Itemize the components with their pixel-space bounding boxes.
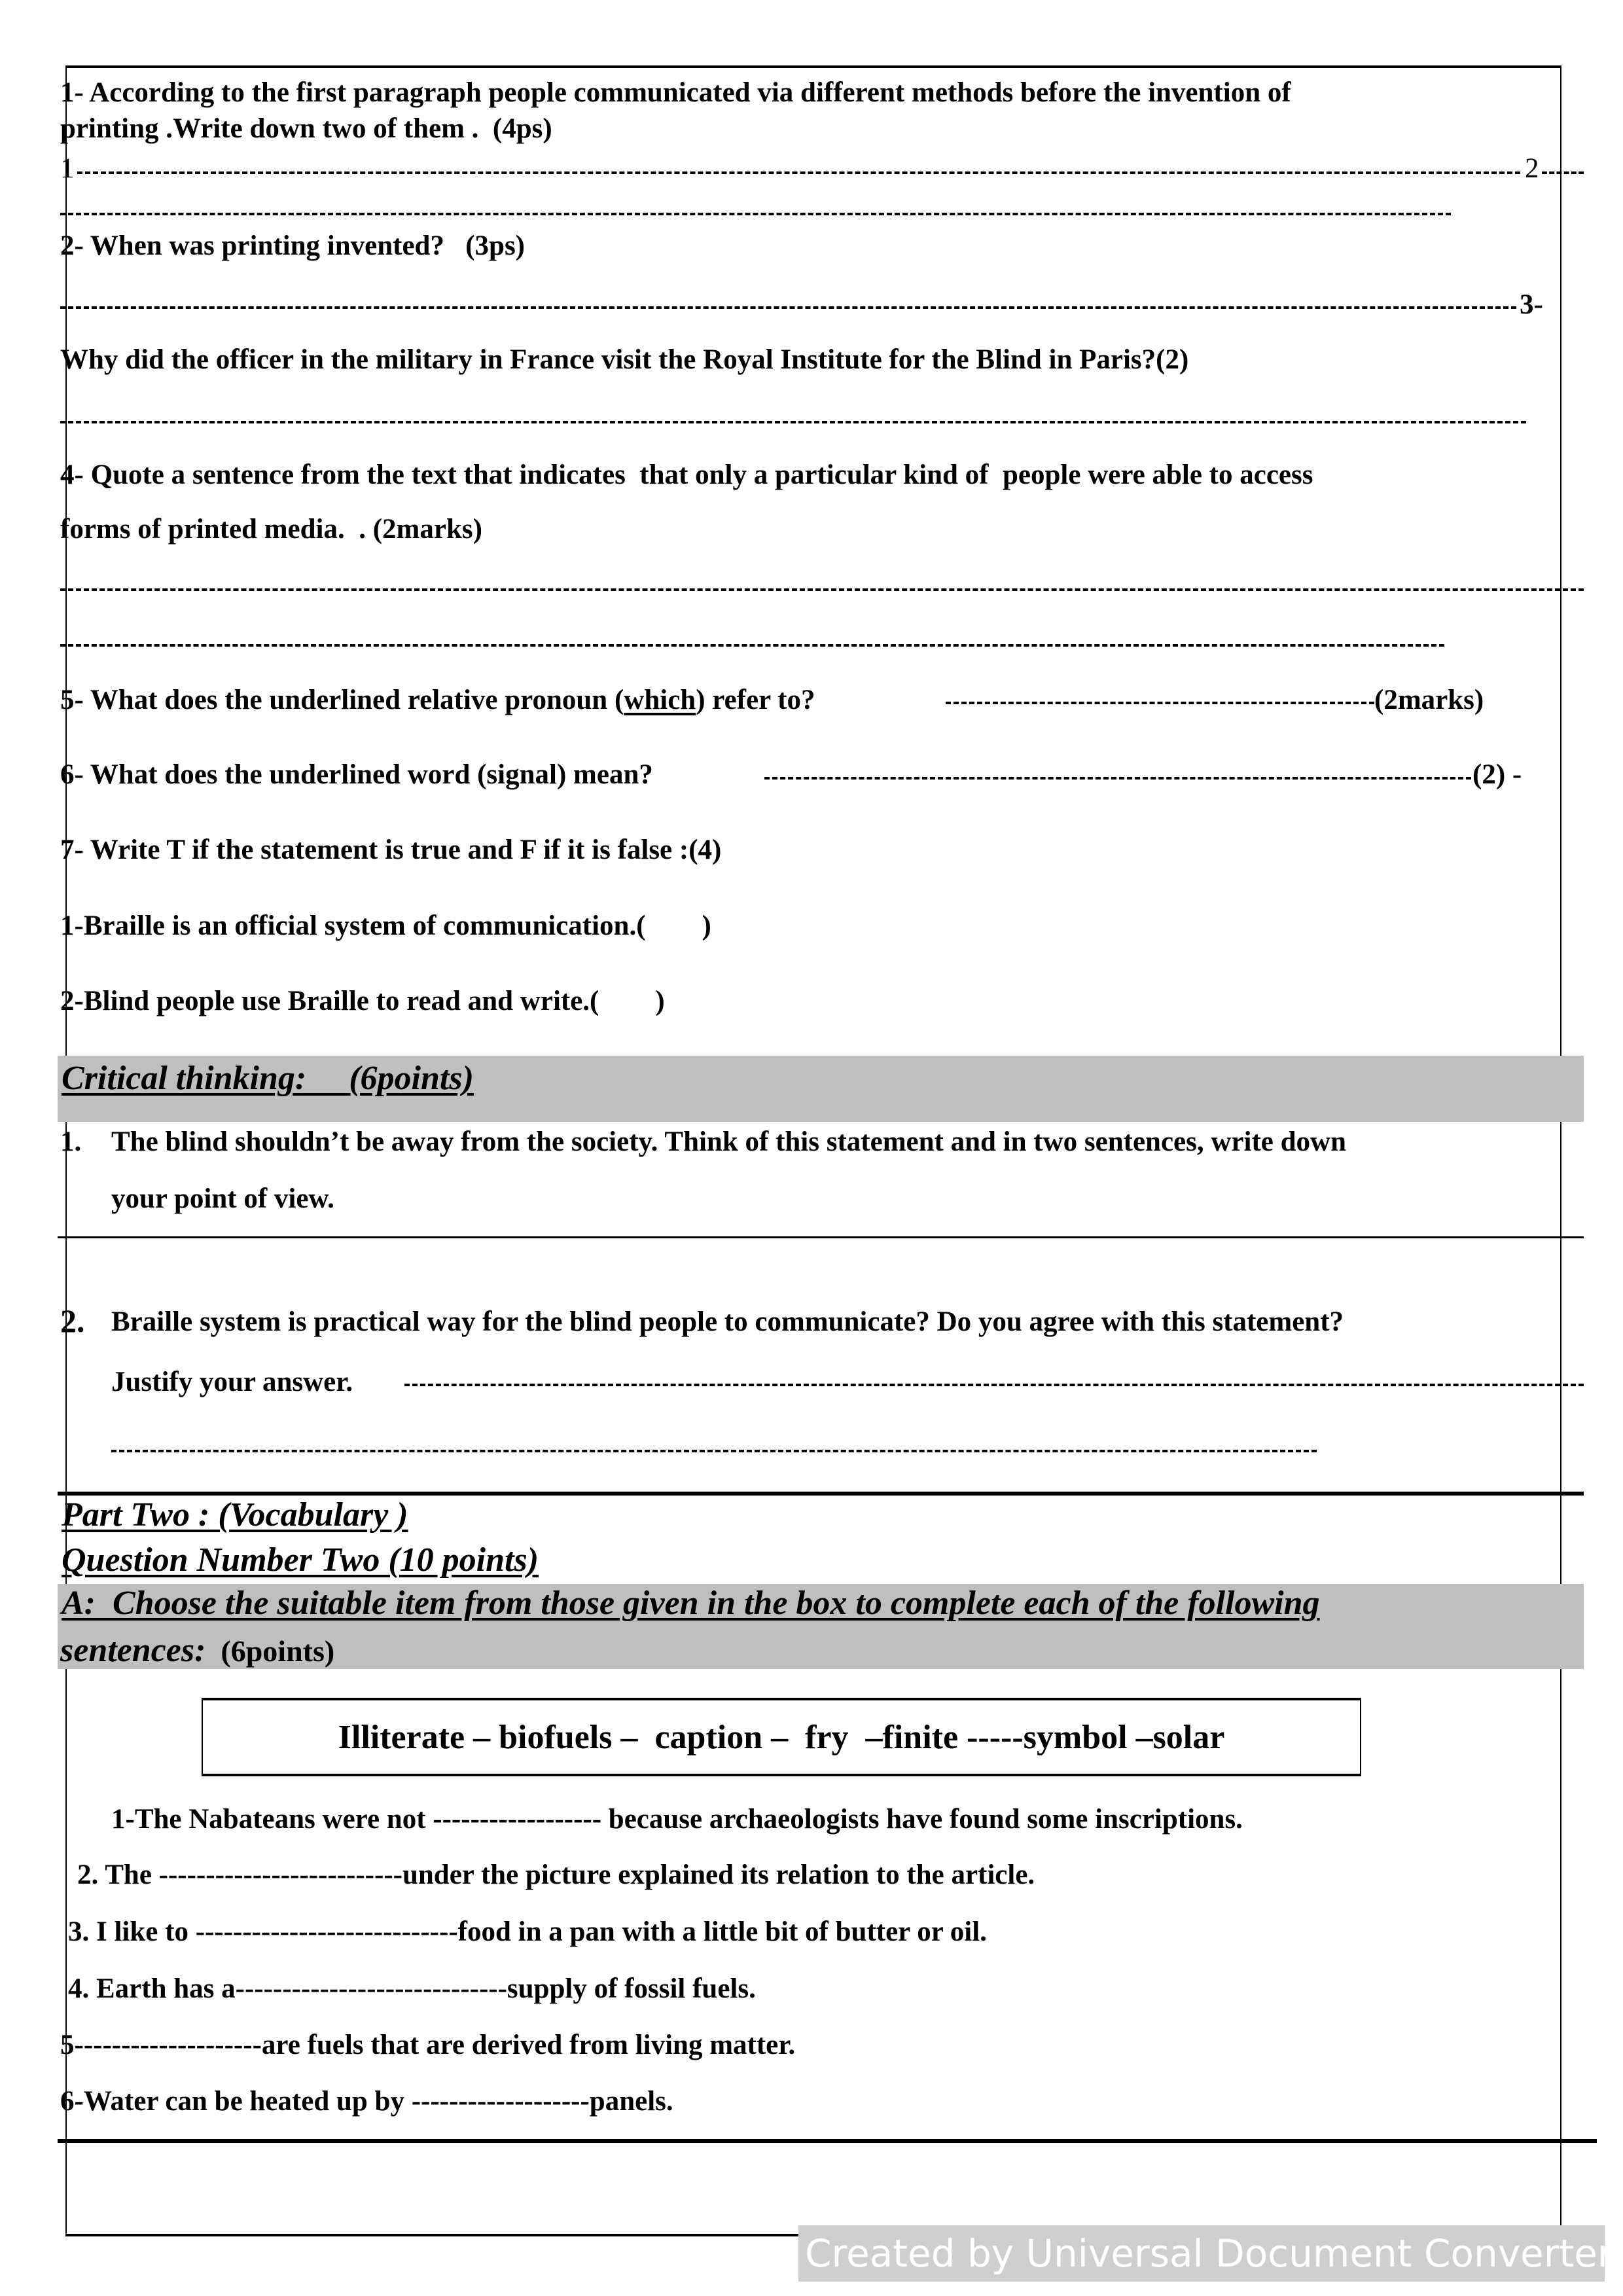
critical-item-2-line-2: Justify your answer. <box>111 1367 360 1397</box>
word-bank-box <box>202 1698 1361 1776</box>
critical-thinking-heading: Critical thinking: (6points) <box>62 1060 474 1097</box>
section-a-points: (6points) <box>205 1634 335 1668</box>
question-3: Why did the officer in the military in France visit the Royal Institute for the Blind in Paris?(2) <box>60 344 1189 375</box>
critical-item-2-answer-blank-2[interactable] <box>111 1450 1317 1452</box>
true-false-statement-2[interactable]: 2-Blind people use Braille to read and write.( ) <box>60 986 665 1016</box>
underlined-word-which: which <box>624 685 696 715</box>
question-two-title: Question Number Two (10 points) <box>62 1541 539 1579</box>
question-1-line-1: 1- According to the first paragraph people communicated via different methods before the invention of <box>60 77 1291 108</box>
answer-2-blank[interactable] <box>60 213 1451 215</box>
bottom-divider <box>58 2139 1597 2143</box>
section-a-instruction-line-2 <box>60 1634 334 1668</box>
section-a-sentences-label: sentences: <box>60 1632 206 1669</box>
question-4-line-2: forms of printed media. . (2marks) <box>60 514 482 545</box>
critical-item-1-answer-line[interactable] <box>58 1236 1584 1238</box>
question-6-marks: (2) - <box>1472 759 1522 790</box>
critical-item-2-line-1: Braille system is practical way for the blind people to communicate? Do you agree with this statement? <box>111 1306 1344 1337</box>
question-2-answer-blank[interactable] <box>60 306 1516 309</box>
question-5-after: ) refer to? <box>696 685 815 715</box>
vocab-sentence-2[interactable]: 2. The --------------------------under the picture explained its relation to the article. <box>77 1859 1035 1890</box>
critical-item-2-number: 2. <box>60 1302 85 1339</box>
critical-item-1-number: 1. <box>60 1126 82 1157</box>
answer-1-label: 1 <box>60 153 75 184</box>
vocab-sentence-4[interactable]: 4. Earth has a-----------------------------supply of fossil fuels. <box>68 1973 756 2004</box>
vocab-sentence-5[interactable]: 5--------------------are fuels that are derived from living matter. <box>60 2030 796 2060</box>
question-6: 6- What does the underlined word (signal) mean? <box>60 759 660 790</box>
question-4-answer-blank-1[interactable] <box>60 588 1584 591</box>
converter-watermark: Created by Universal Document Converter <box>798 2225 1605 2282</box>
question-4-line-1: 4- Quote a sentence from the text that indicates that only a particular kind of people were able to access <box>60 459 1313 490</box>
question-5-answer-blank[interactable] <box>946 702 1374 704</box>
critical-item-2-answer-blank-1[interactable] <box>404 1384 1584 1386</box>
true-false-statement-1[interactable]: 1-Braille is an official system of communication.( ) <box>60 910 711 941</box>
question-2: 2- When was printing invented? (3ps) <box>60 230 526 261</box>
question-1-line-2: printing .Write down two of them . (4ps) <box>60 113 552 144</box>
vocab-sentence-1[interactable]: 1-The Nabateans were not ------------------ because archaeologists have found some inscriptions. <box>111 1804 1243 1835</box>
question-3-answer-blank[interactable] <box>60 421 1526 423</box>
critical-item-1-line-2: your point of view. <box>111 1183 334 1214</box>
question-6-answer-blank[interactable] <box>764 777 1471 780</box>
answer-1-blank[interactable] <box>77 171 1520 174</box>
question-7: 7- Write T if the statement is true and F if it is false :(4) <box>60 834 722 865</box>
critical-item-1-line-1: The blind shouldn’t be away from the society. Think of this statement and in two sentences, write down <box>111 1126 1346 1157</box>
question-3-number: 3- <box>1520 289 1543 320</box>
part-two-title: Part Two : (Vocabulary ) <box>62 1496 408 1534</box>
section-a-instruction-line-1: A: Choose the suitable item from those given in the box to complete each of the following <box>62 1585 1320 1622</box>
question-4-answer-blank-2[interactable] <box>60 644 1444 647</box>
question-5-before: 5- What does the underlined relative pronoun ( <box>60 685 624 715</box>
word-bank-text: Illiterate – biofuels – caption – fry –finite -----symbol –solar <box>338 1718 1225 1756</box>
section-divider <box>58 1492 1584 1496</box>
question-5-marks: (2marks) <box>1374 685 1484 715</box>
answer-2-blank-start[interactable] <box>1542 171 1584 174</box>
question-5 <box>60 686 815 714</box>
vocab-sentence-3[interactable]: 3. I like to ----------------------------food in a pan with a little bit of butter or oil. <box>68 1916 987 1947</box>
answer-2-label: 2 <box>1525 153 1539 184</box>
vocab-sentence-6[interactable]: 6-Water can be heated up by -------------------panels. <box>60 2086 673 2117</box>
